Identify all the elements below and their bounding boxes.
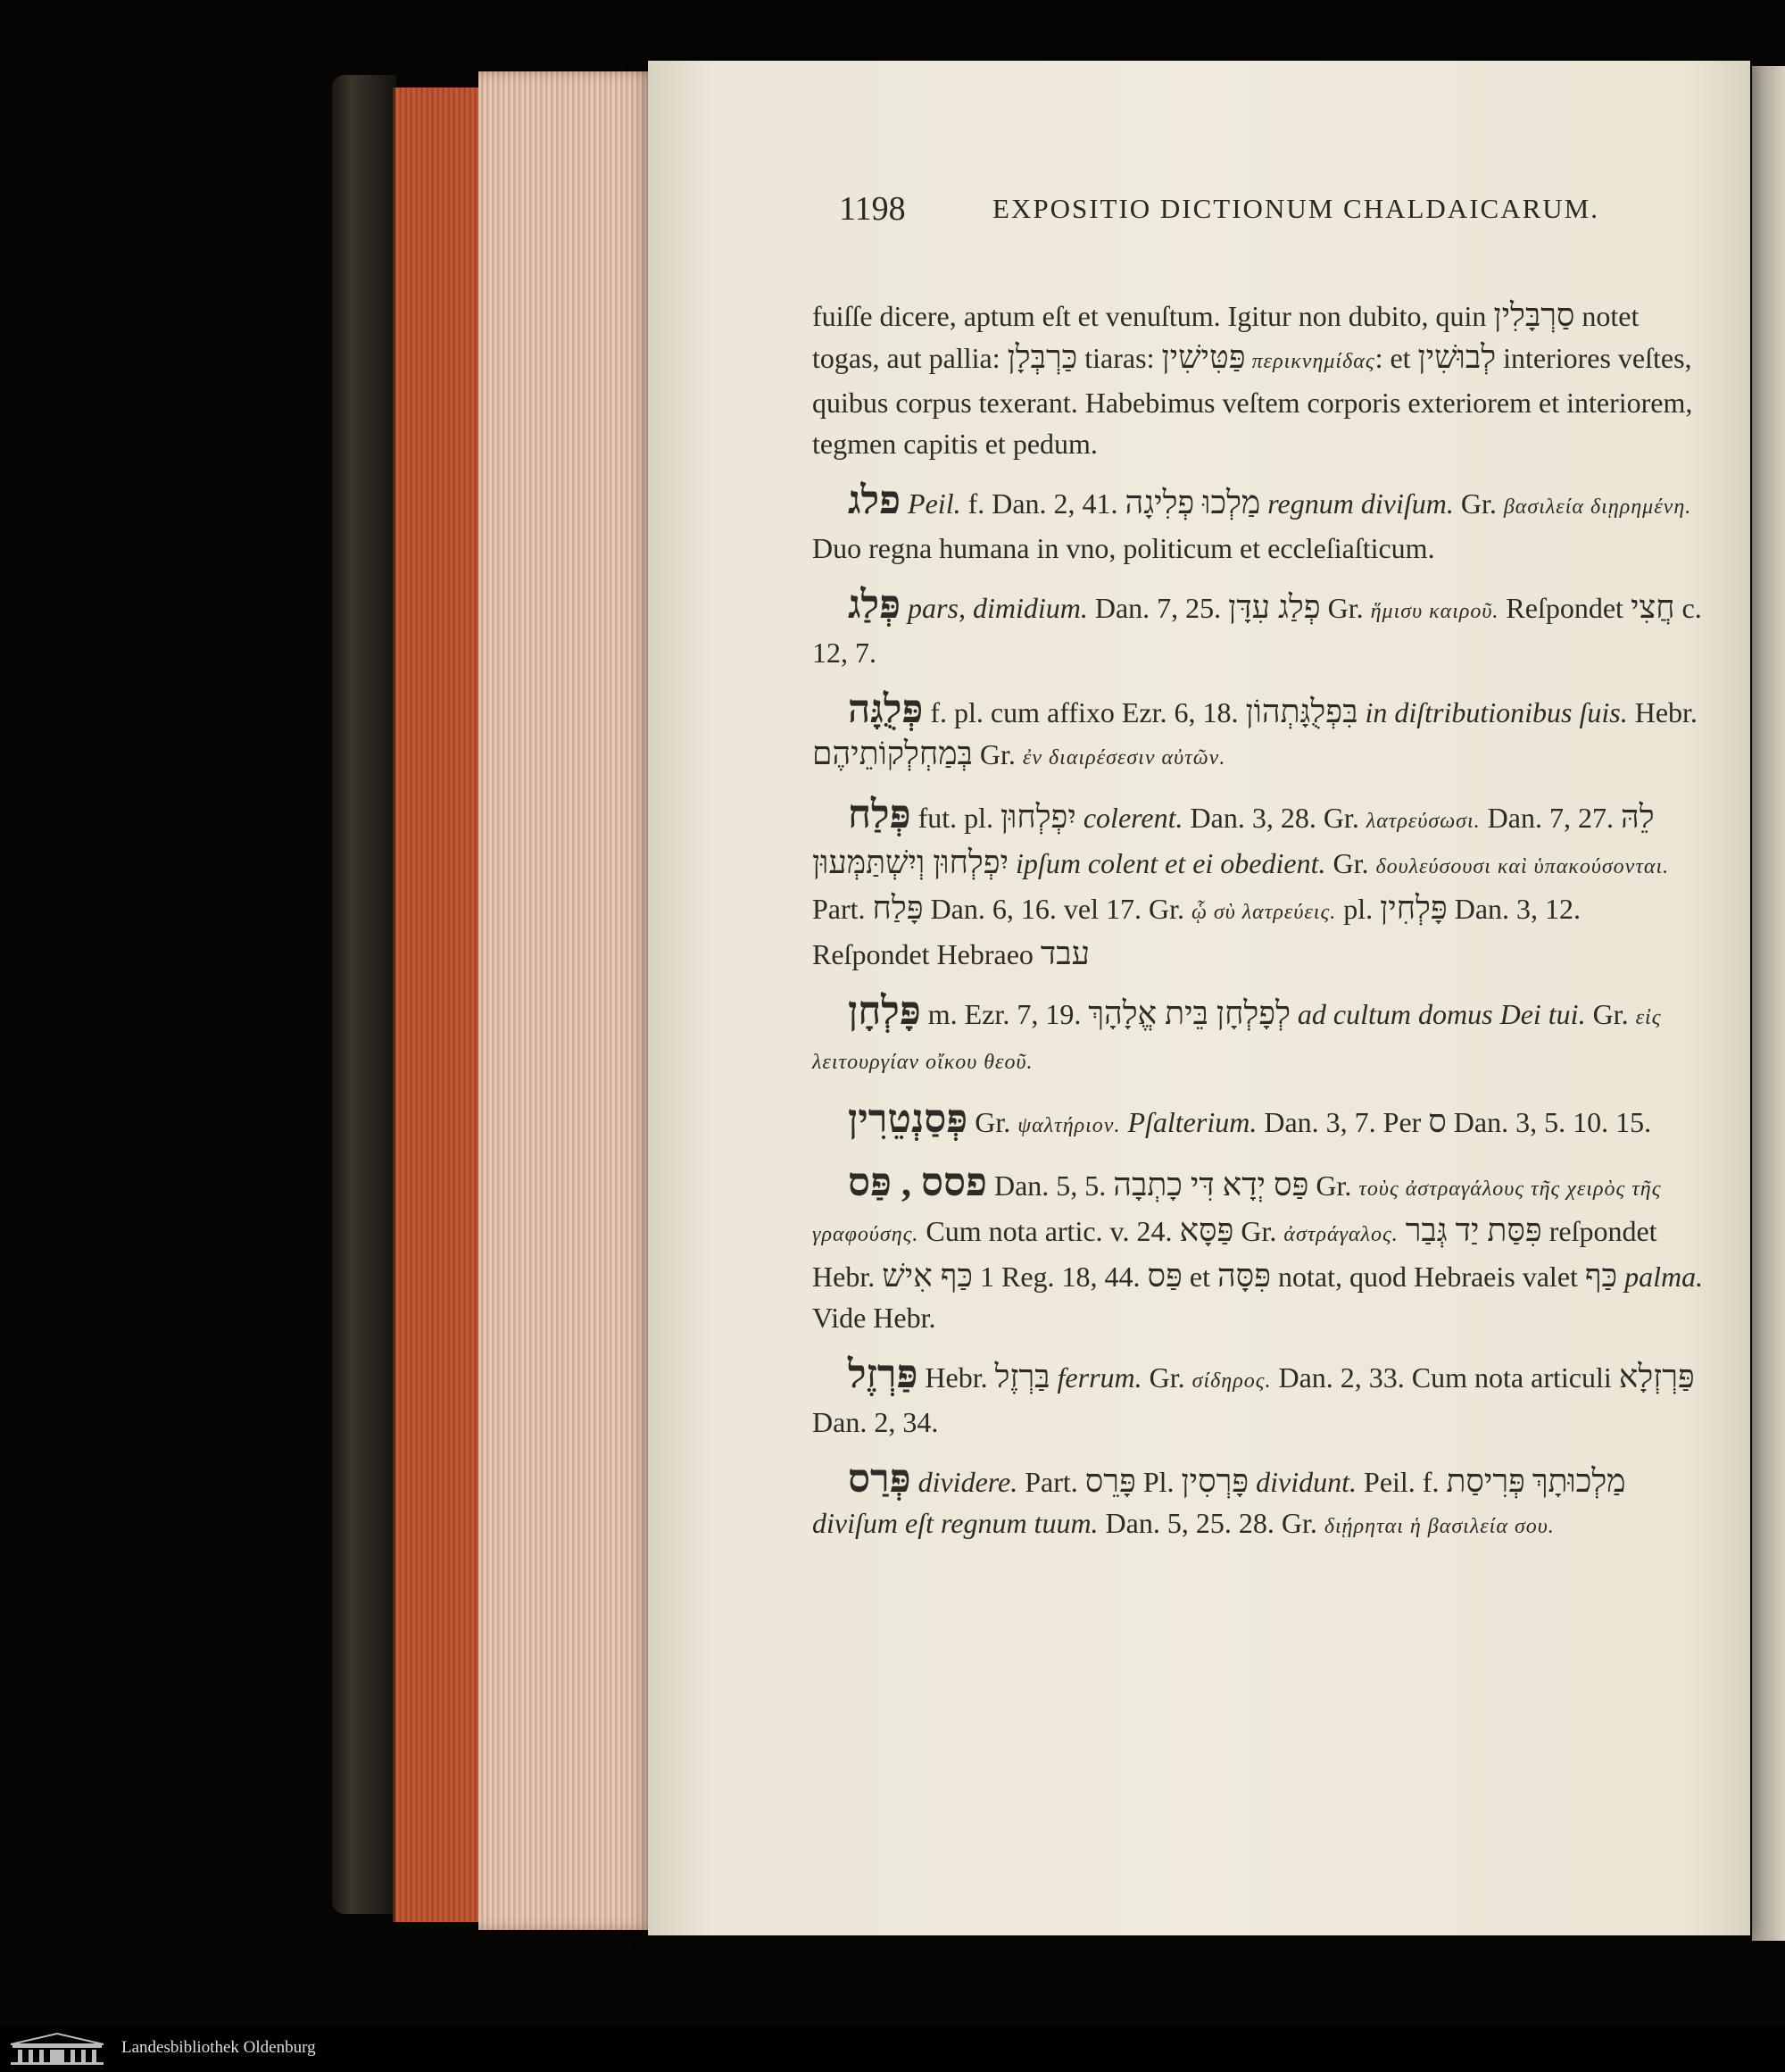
text-run: Cum nota artic. v. 24. bbox=[918, 1215, 1180, 1247]
hebrew-text: כַּף אִישׁ bbox=[882, 1258, 973, 1294]
hebrew-text: פַּרְזְלָא bbox=[1618, 1359, 1695, 1394]
library-name: Landesbibliothek Oldenburg bbox=[121, 2038, 316, 2057]
footer-bar bbox=[0, 2026, 1785, 2072]
entry-headword: פסס , פַּס bbox=[848, 1161, 987, 1204]
dictionary-entry bbox=[812, 1162, 1705, 1338]
running-header bbox=[839, 189, 1696, 234]
text-run: Gr. bbox=[1325, 847, 1376, 879]
text-run: f. Dan. 2, 41. bbox=[960, 487, 1125, 520]
text-run: Gr. bbox=[1320, 592, 1371, 624]
hebrew-text: לֵהּ יִפְלְחוּן וְיִשְׁתַּמְּעוּן bbox=[812, 799, 1655, 880]
entry-headword: פָּלְחָן bbox=[848, 989, 921, 1033]
text-run: et bbox=[1182, 1261, 1217, 1293]
text-run: Pl. bbox=[1135, 1466, 1182, 1498]
italic-text: ferrum. bbox=[1050, 1361, 1142, 1394]
hebrew-text: פַּס bbox=[1147, 1258, 1183, 1294]
text-run: Dan. 2, 34. bbox=[812, 1406, 939, 1438]
book-spine bbox=[332, 75, 396, 1914]
library-building-logo-icon bbox=[7, 2032, 107, 2066]
greek-text: διῄρηται ἡ βασιλεία σου. bbox=[1324, 1515, 1555, 1538]
italic-text: dividere. bbox=[910, 1466, 1018, 1498]
text-run: Peil. f. bbox=[1357, 1466, 1447, 1498]
text-run: notat, quod Hebraeis valet bbox=[1271, 1261, 1585, 1293]
text-run: Dan. 3, 7. Per bbox=[1257, 1106, 1429, 1138]
hebrew-text: בְּמַחְלְקוֹתֵיהֶם bbox=[812, 736, 973, 771]
greek-text: σίδηρος. bbox=[1191, 1369, 1272, 1393]
italic-text: diviſum eſt regnum tuum. bbox=[812, 1507, 1099, 1539]
italic-text: colerent. bbox=[1075, 802, 1183, 834]
greek-text: εἰς λειτουργίαν οἴκου θεοῦ. bbox=[812, 1006, 1662, 1074]
hebrew-text: פָּרֵס bbox=[1084, 1463, 1136, 1499]
dictionary-entry bbox=[812, 1099, 1705, 1146]
text-run: f. pl. cum affixo Ezr. 6, 18. bbox=[923, 696, 1246, 728]
hebrew-text: בַּרְזֶל bbox=[994, 1359, 1050, 1394]
text-run: Hebr. bbox=[1627, 696, 1698, 728]
text-run: Gr. bbox=[967, 1106, 1018, 1138]
page-block-edge bbox=[478, 71, 668, 1930]
text-run: notet togas, aut pallia: bbox=[812, 300, 1640, 374]
greek-text: ψαλτήριον. bbox=[1017, 1114, 1121, 1137]
hebrew-text: כַּרְבְּלָן bbox=[1007, 339, 1078, 375]
dictionary-entry bbox=[812, 795, 1705, 975]
text-run: Gr. bbox=[972, 738, 1023, 770]
entry-headword: פְּסַנְטֵרִין bbox=[848, 1097, 968, 1141]
text-run: Dan. 6, 16. vel 17. Gr. bbox=[923, 893, 1191, 925]
greek-text: ἐν διαιρέσεσιν αὐτῶν. bbox=[1022, 746, 1226, 770]
page-text bbox=[812, 295, 1705, 1563]
italic-text: ipſum colent et ei obedient. bbox=[1009, 847, 1326, 879]
text-run: Gr. bbox=[1585, 998, 1636, 1030]
text-run: Part. bbox=[1017, 1466, 1085, 1498]
book-page bbox=[648, 61, 1750, 1935]
red-page-edge bbox=[393, 87, 483, 1922]
hebrew-text: ס bbox=[1428, 1103, 1447, 1139]
hebrew-text: פְּרִיסַת bbox=[1446, 1463, 1525, 1499]
paragraph bbox=[812, 295, 1705, 464]
greek-text: λατρεύσωσι. bbox=[1366, 810, 1481, 833]
dictionary-entry bbox=[812, 585, 1705, 673]
hebrew-text: פַּס יְדָא דִּי כָתְבָה bbox=[1113, 1167, 1309, 1202]
hebrew-text: פְלַג עִדָּן bbox=[1228, 589, 1321, 625]
italic-text: Pſalterium. bbox=[1120, 1106, 1258, 1138]
text-run: m. Ezr. 7, 19. bbox=[920, 998, 1089, 1030]
italic-text: dividunt. bbox=[1249, 1466, 1357, 1498]
hebrew-text: פָּלַח bbox=[872, 890, 924, 926]
hebrew-text: סַרְבָּלִין bbox=[1493, 297, 1575, 333]
text-run: Dan. 3, 12. Reſpondet Hebraeo bbox=[812, 893, 1582, 970]
entry-headword: פְּלַג bbox=[848, 583, 901, 627]
greek-text: ᾧ σὺ λατρεύεις. bbox=[1191, 901, 1337, 924]
dictionary-entry bbox=[812, 480, 1705, 569]
hebrew-text: בִּפְלֻגָּתְהוֹן bbox=[1245, 694, 1358, 729]
facing-page-edge bbox=[1752, 66, 1785, 1941]
hebrew-text: פַּסָּא bbox=[1179, 1212, 1234, 1248]
text-run: fuiſſe dicere, aptum eſt et venuſtum. Igitur non dubito, quin bbox=[812, 300, 1494, 332]
text-run: Dan. 2, 33. Cum nota articuli bbox=[1271, 1361, 1619, 1394]
greek-text: βασιλεία διῃρημένη. bbox=[1503, 495, 1692, 519]
greek-text: δουλεύσουσι καὶ ὑπακούσονται. bbox=[1375, 855, 1670, 878]
entry-headword: פְּלַח bbox=[848, 793, 911, 836]
italic-text: palma. bbox=[1617, 1261, 1704, 1293]
hebrew-text: לְפָלְחָן בֵּית אֱלָהָךְ bbox=[1088, 995, 1291, 1031]
hebrew-text: פִּסָּה bbox=[1216, 1258, 1272, 1294]
dictionary-entry bbox=[812, 1459, 1705, 1547]
text-run: Dan. 3, 5. 10. 15. bbox=[1446, 1106, 1652, 1138]
hebrew-text: פָּלְחִין bbox=[1380, 890, 1448, 926]
hebrew-text: לְבוּשִׁין bbox=[1417, 339, 1497, 375]
text-run: Gr. bbox=[1453, 487, 1504, 520]
italic-text: in diſtributionibus ſuis. bbox=[1357, 696, 1628, 728]
text-run: pl. bbox=[1336, 893, 1381, 925]
hebrew-text: מַלְכוּ פְלִיגָה bbox=[1125, 485, 1261, 520]
entry-headword: פַּרְזֶל bbox=[848, 1352, 918, 1396]
hebrew-text: כַּף bbox=[1584, 1258, 1618, 1294]
text-run: Duo regna humana in vno, politicum et eccleſiaſticum. bbox=[812, 532, 1435, 564]
greek-text: ἀστράγαλος. bbox=[1283, 1223, 1399, 1246]
running-title: EXPOSITIO DICTIONUM CHALDAICARUM. bbox=[992, 193, 1599, 224]
dictionary-entry bbox=[812, 991, 1705, 1083]
text-run: 1 Reg. 18, 44. bbox=[972, 1261, 1148, 1293]
text-run: : et bbox=[1374, 342, 1418, 374]
text-run: Gr. bbox=[1142, 1361, 1192, 1394]
hebrew-text: פָּרְסִין bbox=[1181, 1463, 1250, 1499]
text-run: Dan. 3, 28. Gr. bbox=[1183, 802, 1366, 834]
italic-text: ad cultum domus Dei tui. bbox=[1290, 998, 1586, 1030]
italic-text: Peil. bbox=[901, 487, 961, 520]
text-run: interiores veſtes, quibus corpus texerant. Habebimus veſtem corporis exteriorem et interiorem, tegmen capitis et pedum. bbox=[812, 342, 1693, 460]
hebrew-text: פִּסַּת יַד גְּבַר bbox=[1405, 1212, 1542, 1248]
entry-headword: פְּרַס bbox=[848, 1457, 911, 1501]
text-run: reſpondet Hebr. bbox=[812, 1215, 1657, 1293]
text-run: Dan. 5, 25. 28. Gr. bbox=[1098, 1507, 1324, 1539]
text-run: Dan. 7, 27. bbox=[1480, 802, 1621, 834]
entry-headword: פְּלֻגָּה bbox=[848, 687, 924, 731]
text-run: Dan. 7, 25. bbox=[1087, 592, 1229, 624]
text-run bbox=[1399, 1215, 1406, 1247]
text-run: c. 12, 7. bbox=[812, 592, 1702, 669]
greek-text: τοὺς ἀστραγάλους τῆς χειρὸς τῆς γραφούσης. bbox=[812, 1177, 1662, 1246]
hebrew-text: עבד bbox=[1040, 936, 1090, 971]
text-run bbox=[1525, 1466, 1532, 1498]
text-run: Hebr. bbox=[917, 1361, 995, 1394]
dictionary-entry bbox=[812, 1354, 1705, 1443]
text-run: Gr. bbox=[1308, 1169, 1359, 1202]
dictionary-entry bbox=[812, 689, 1705, 778]
text-run: Part. bbox=[812, 893, 873, 925]
greek-text: περικνημίδας bbox=[1245, 350, 1375, 373]
greek-text: ἥμισυ καιροῦ. bbox=[1370, 600, 1499, 623]
text-run: Dan. 5, 5. bbox=[986, 1169, 1114, 1202]
text-run: fut. pl. bbox=[910, 802, 1000, 834]
hebrew-text: פַּטִּישִׁין bbox=[1161, 339, 1246, 375]
hebrew-text: חֲצִי bbox=[1630, 589, 1675, 625]
italic-text: regnum diviſum. bbox=[1260, 487, 1454, 520]
text-run: Vide Hebr. bbox=[812, 1302, 936, 1334]
hebrew-text: מַלְכוּתָךְ bbox=[1532, 1463, 1626, 1499]
italic-text: pars, dimidium. bbox=[901, 592, 1088, 624]
text-run: Gr. bbox=[1233, 1215, 1284, 1247]
text-run: tiaras: bbox=[1077, 342, 1162, 374]
entry-headword: פלג bbox=[848, 478, 901, 522]
text-run: Reſpondet bbox=[1499, 592, 1631, 624]
hebrew-text: יִפְלְחוּן bbox=[1000, 799, 1076, 835]
page-number: 1198 bbox=[839, 190, 906, 228]
